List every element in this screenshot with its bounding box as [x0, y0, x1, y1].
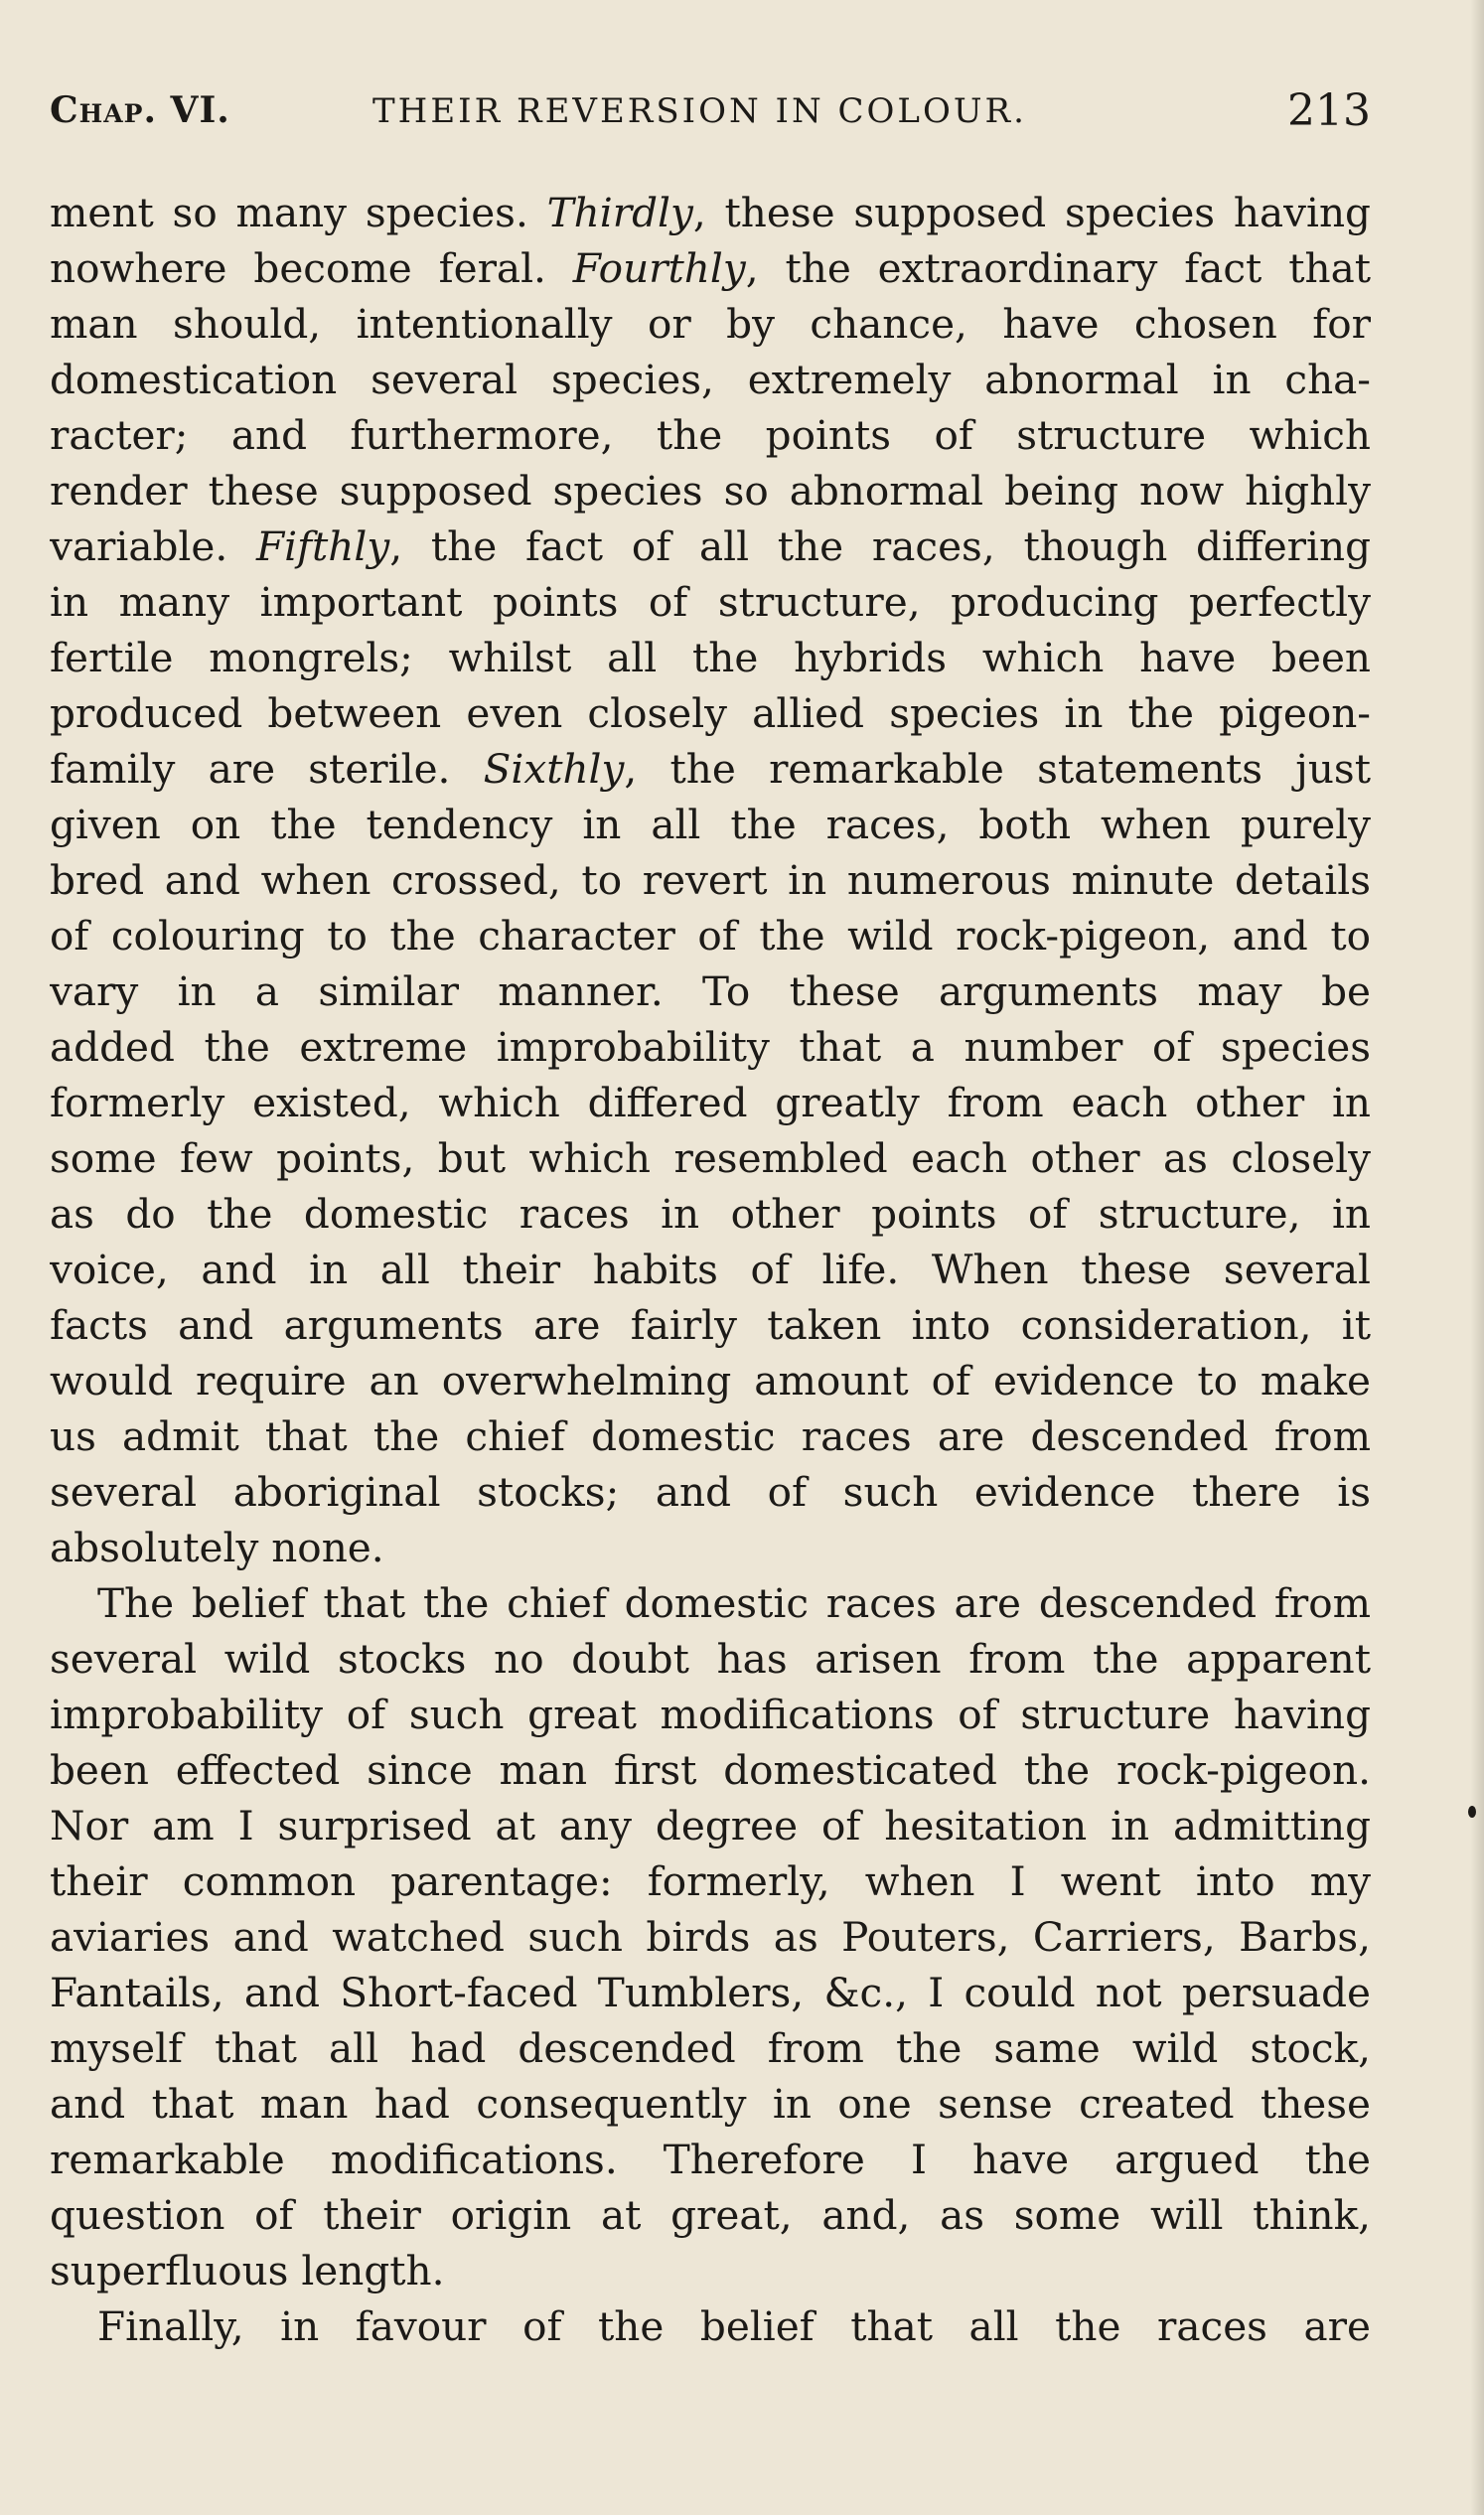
- chapter-label: Chap. VI.: [50, 89, 230, 131]
- text-line-segment: and that man had consequently in one sense created these: [50, 2080, 1371, 2128]
- text-line: [50, 518, 1371, 574]
- text-line-segment: family are sterile.: [50, 745, 484, 793]
- text-line: [50, 407, 1371, 463]
- text-line-segment: Finally, in favour of the belief that all the races are: [97, 2302, 1371, 2350]
- text-line-segment: absolutely none.: [50, 1524, 384, 1571]
- text-line-segment: The belief that the chief domestic races are descended from: [97, 1579, 1371, 1627]
- text-line-segment: nowhere become feral.: [50, 244, 573, 292]
- text-line-segment: Fantails, and Short-faced Tumblers, &c., I could not persuade: [50, 1969, 1371, 2016]
- text-line-segment: , the fact of all the races, though differing: [389, 522, 1371, 570]
- text-line: [50, 797, 1371, 852]
- text-line-segment: us admit that the chief domestic races are descended from: [50, 1412, 1371, 1460]
- text-line-segment: bred and when crossed, to revert in numerous minute details: [50, 856, 1371, 904]
- text-line-segment: been effected since man first domesticated the rock-pigeon.: [50, 1746, 1371, 1794]
- text-line-segment: in many important points of structure, producing perfectly: [50, 578, 1371, 626]
- text-line-segment: question of their origin at great, and, as some will think,: [50, 2191, 1371, 2239]
- running-title: THEIR REVERSION IN COLOUR.: [372, 91, 1027, 131]
- text-line: [50, 2132, 1371, 2187]
- text-line: [50, 2020, 1371, 2076]
- text-line: [50, 1408, 1371, 1464]
- text-line-segment: aviaries and watched such birds as Pouters, Carriers, Barbs,: [50, 1913, 1371, 1961]
- text-line-segment: some few points, but which resembled each other as closely: [50, 1134, 1371, 1182]
- text-line: [50, 963, 1371, 1019]
- text-line-segment: several wild stocks no doubt has arisen from the apparent: [50, 1635, 1371, 1683]
- text-line: [50, 2076, 1371, 2132]
- text-line-segment: several aboriginal stocks; and of such evidence there is: [50, 1468, 1371, 1516]
- text-line-segment: their common parentage: formerly, when I went into my: [50, 1857, 1371, 1905]
- text-line: [50, 630, 1371, 685]
- text-line: [50, 1909, 1371, 1965]
- text-line-segment: ment so many species.: [50, 189, 547, 236]
- page-edge-shadow: [1470, 0, 1484, 2515]
- text-line-segment: domestication several species, extremely abnormal in cha-: [50, 356, 1371, 403]
- text-line-segment: fertile mongrels; whilst all the hybrids which have been: [50, 634, 1371, 681]
- text-line-segment: , the remarkable statements just: [624, 745, 1371, 793]
- text-line: [50, 2187, 1371, 2243]
- text-line: [50, 1242, 1371, 1297]
- text-line: [50, 852, 1371, 908]
- text-line-segment: added the extreme improbability that a number of species: [50, 1023, 1371, 1071]
- text-line-segment: improbability of such great modifications of structure having: [50, 1691, 1371, 1738]
- text-line: [50, 2298, 1371, 2354]
- text-line-segment: facts and arguments are fairly taken into consideration, it: [50, 1301, 1371, 1349]
- text-line: [50, 741, 1371, 797]
- text-line: [50, 1687, 1371, 1742]
- text-line: [50, 1186, 1371, 1242]
- text-line: [50, 463, 1371, 518]
- text-line-segment: as do the domestic races in other points of structure, in: [50, 1190, 1371, 1238]
- text-line: [50, 1631, 1371, 1687]
- text-line-segment: Nor am I surprised at any degree of hesitation in admitting: [50, 1802, 1371, 1849]
- stray-ink-mark: [1468, 1806, 1476, 1818]
- text-line-segment: vary in a similar manner. To these arguments may be: [50, 967, 1371, 1015]
- text-line-segment: would require an overwhelming amount of evidence to make: [50, 1357, 1371, 1405]
- text-line: [50, 1464, 1371, 1520]
- page-header: [50, 79, 1371, 149]
- text-line: [50, 1965, 1371, 2020]
- text-line: [50, 1742, 1371, 1798]
- text-line: [50, 685, 1371, 741]
- text-line-segment: racter; and furthermore, the points of structure which: [50, 411, 1371, 459]
- text-line-segment: voice, and in all their habits of life. When these several: [50, 1246, 1371, 1293]
- text-line: [50, 1798, 1371, 1853]
- text-line: [50, 296, 1371, 352]
- text-line-segment: man should, intentionally or by chance, have chosen for: [50, 300, 1371, 348]
- text-line: [50, 1075, 1371, 1130]
- text-line: [50, 574, 1371, 630]
- text-line: [50, 1019, 1371, 1075]
- text-line: [50, 1520, 1371, 1575]
- text-line: [50, 1297, 1371, 1353]
- text-line: [50, 1575, 1371, 1631]
- text-line: [50, 240, 1371, 296]
- italic-term: Fourthly: [572, 244, 746, 292]
- text-line: [50, 352, 1371, 407]
- text-line-segment: formerly existed, which differed greatly from each other in: [50, 1079, 1371, 1126]
- text-line-segment: myself that all had descended from the same wild stock,: [50, 2024, 1371, 2072]
- text-line-segment: superfluous length.: [50, 2247, 445, 2294]
- text-line: [50, 1853, 1371, 1909]
- italic-term: Thirdly: [546, 189, 693, 236]
- text-line-segment: remarkable modifications. Therefore I have argued the: [50, 2136, 1371, 2183]
- text-line-segment: produced between even closely allied species in the pigeon-: [50, 689, 1371, 737]
- page-number: 213: [1287, 85, 1371, 136]
- italic-term: Fifthly: [255, 522, 390, 570]
- text-line: [50, 1130, 1371, 1186]
- italic-term: Sixthly: [483, 745, 625, 793]
- text-line: [50, 2243, 1371, 2298]
- text-line-segment: render these supposed species so abnormal being now highly: [50, 467, 1371, 515]
- text-line-segment: of colouring to the character of the wild rock-pigeon, and to: [50, 912, 1371, 960]
- text-line-segment: variable.: [50, 522, 256, 570]
- body-text: [50, 185, 1371, 2354]
- text-line-segment: , the extraordinary fact that: [745, 244, 1371, 292]
- text-line-segment: , these supposed species having: [692, 189, 1371, 236]
- text-line: [50, 1353, 1371, 1408]
- text-line-segment: given on the tendency in all the races, both when purely: [50, 801, 1371, 848]
- text-line: [50, 185, 1371, 240]
- text-line: [50, 908, 1371, 963]
